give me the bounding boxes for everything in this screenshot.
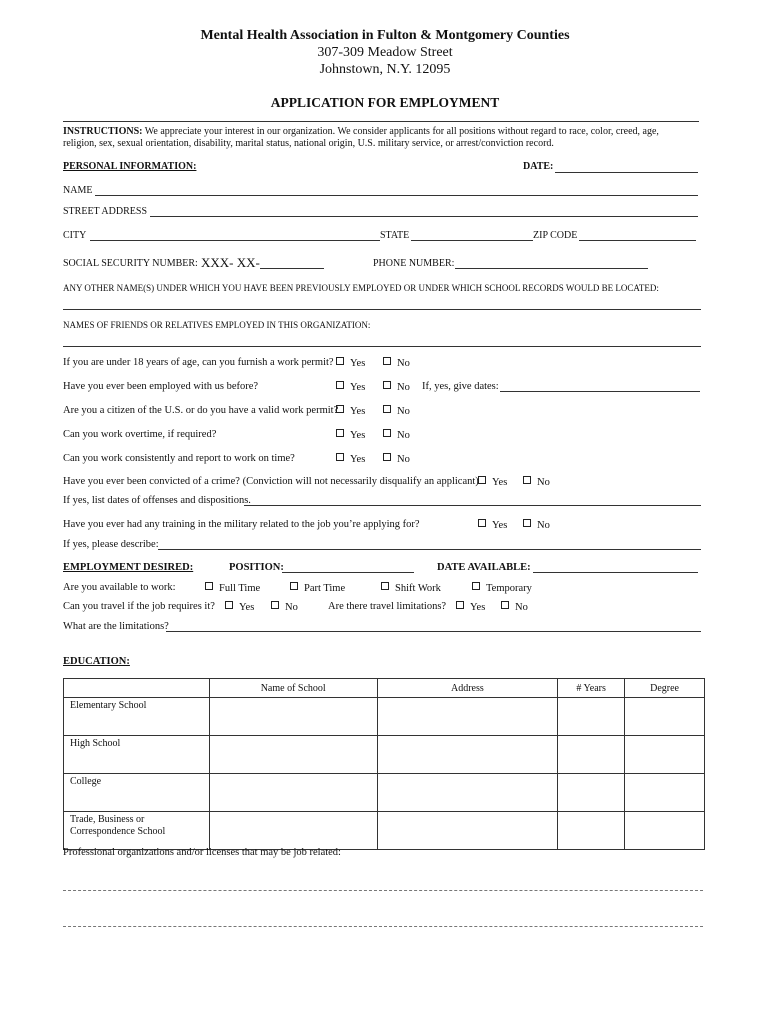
travel-yes[interactable]: Yes bbox=[225, 601, 254, 613]
checkbox-icon bbox=[383, 429, 391, 437]
travel-limits-yes[interactable]: Yes bbox=[456, 601, 485, 613]
checkbox-icon bbox=[336, 357, 344, 365]
zip-label: ZIP CODE bbox=[533, 230, 578, 241]
travel-label: Can you travel if the job requires it? bbox=[63, 601, 215, 612]
employment-heading: EMPLOYMENT DESIRED: bbox=[63, 562, 194, 573]
checkbox-icon bbox=[383, 357, 391, 365]
overtime-no[interactable]: No bbox=[383, 429, 410, 441]
question-citizen: Are you a citizen of the U.S. or do you have a valid work permit? bbox=[63, 405, 339, 416]
citizen-no[interactable]: No bbox=[383, 405, 410, 417]
citizen-yes[interactable]: Yes bbox=[336, 405, 365, 417]
checkbox-icon bbox=[523, 519, 531, 527]
checkbox-icon bbox=[336, 453, 344, 461]
personal-heading: PERSONAL INFORMATION: bbox=[63, 161, 197, 172]
limitations-field[interactable] bbox=[166, 631, 701, 632]
state-field[interactable] bbox=[411, 240, 533, 241]
friends-field[interactable] bbox=[63, 346, 701, 347]
table-cell[interactable] bbox=[625, 812, 705, 850]
table-cell[interactable] bbox=[558, 698, 625, 736]
temporary-option[interactable]: Temporary bbox=[472, 582, 532, 594]
professional-field-1[interactable] bbox=[63, 890, 703, 891]
education-heading: EDUCATION: bbox=[63, 656, 130, 667]
ssn-mask: XXX- XX- bbox=[201, 255, 260, 270]
question-consistent: Can you work consistently and report to work on time? bbox=[63, 453, 295, 464]
table-cell[interactable] bbox=[625, 774, 705, 812]
military-no[interactable]: No bbox=[523, 519, 550, 531]
table-cell[interactable] bbox=[209, 736, 377, 774]
crime-followup-label: If yes, list dates of offenses and dispositions. bbox=[63, 495, 251, 506]
checkbox-icon bbox=[383, 381, 391, 389]
table-cell[interactable] bbox=[209, 774, 377, 812]
checkbox-icon bbox=[478, 519, 486, 527]
zip-field[interactable] bbox=[579, 240, 696, 241]
table-cell[interactable] bbox=[209, 698, 377, 736]
column-header-years: # Years bbox=[558, 679, 625, 698]
crime-followup-field[interactable] bbox=[244, 505, 701, 506]
ssn-label: SOCIAL SECURITY NUMBER: bbox=[63, 258, 198, 269]
checkbox-icon bbox=[336, 381, 344, 389]
checkbox-icon bbox=[225, 601, 233, 609]
date-label: DATE: bbox=[523, 161, 554, 172]
column-header-degree: Degree bbox=[625, 679, 705, 698]
employed-before-yes[interactable]: Yes bbox=[336, 381, 365, 393]
professional-field-2[interactable] bbox=[63, 926, 703, 927]
military-followup-label: If yes, please describe: bbox=[63, 539, 159, 550]
table-cell[interactable] bbox=[558, 774, 625, 812]
checkbox-icon bbox=[205, 582, 213, 590]
street-label: STREET ADDRESS bbox=[63, 206, 147, 217]
table-cell[interactable] bbox=[558, 736, 625, 774]
checkbox-icon bbox=[336, 429, 344, 437]
date-available-label: DATE AVAILABLE: bbox=[437, 562, 531, 573]
table-row bbox=[64, 736, 705, 774]
table-cell[interactable] bbox=[377, 774, 558, 812]
column-header-address: Address bbox=[377, 679, 558, 698]
row-label-trade bbox=[64, 812, 210, 850]
instructions-text-1: We appreciate your interest in our organization. We consider applicants for all positions without regard to race, color, creed, age, bbox=[144, 126, 659, 137]
military-followup-field[interactable] bbox=[158, 549, 701, 550]
phone-label: PHONE NUMBER: bbox=[373, 258, 455, 269]
other-names-field[interactable] bbox=[63, 309, 701, 310]
state-label: STATE bbox=[380, 230, 410, 241]
employed-before-no[interactable]: No bbox=[383, 381, 410, 393]
travel-no[interactable]: No bbox=[271, 601, 298, 613]
table-cell[interactable] bbox=[558, 812, 625, 850]
question-military: Have you ever had any training in the military related to the job you’re applying for? bbox=[63, 519, 420, 530]
table-row bbox=[64, 774, 705, 812]
employed-dates-label: If, yes, give dates: bbox=[422, 381, 499, 392]
ssn-field[interactable] bbox=[260, 268, 324, 269]
available-label: Are you available to work: bbox=[63, 582, 176, 593]
crime-no[interactable]: No bbox=[523, 476, 550, 488]
checkbox-icon bbox=[336, 405, 344, 413]
street-field[interactable] bbox=[150, 216, 698, 217]
checkbox-icon bbox=[472, 582, 480, 590]
checkbox-icon bbox=[383, 405, 391, 413]
consistent-no[interactable]: No bbox=[383, 453, 410, 465]
military-yes[interactable]: Yes bbox=[478, 519, 507, 531]
position-label: POSITION: bbox=[229, 562, 284, 573]
row-label-college: College bbox=[64, 774, 210, 812]
limitations-label: What are the limitations? bbox=[63, 621, 169, 632]
header-divider bbox=[63, 121, 699, 122]
table-cell[interactable] bbox=[625, 698, 705, 736]
friends-label: NAMES OF FRIENDS OR RELATIVES EMPLOYED IN THIS ORGANIZATION: bbox=[63, 320, 371, 330]
table-cell[interactable] bbox=[625, 736, 705, 774]
question-crime: Have you ever been convicted of a crime? (Conviction will not necessarily disqualify an applicant) bbox=[63, 476, 479, 487]
instructions-line-1 bbox=[63, 126, 659, 137]
table-cell[interactable] bbox=[377, 812, 558, 850]
phone-field[interactable] bbox=[455, 268, 648, 269]
date-field[interactable] bbox=[555, 172, 698, 173]
question-work-permit: If you are under 18 years of age, can you furnish a work permit? bbox=[63, 357, 334, 368]
travel-limits-label: Are there travel limitations? bbox=[328, 601, 447, 612]
table-header-row bbox=[64, 679, 705, 698]
overtime-yes[interactable]: Yes bbox=[336, 429, 365, 441]
row-label-trade-line-2: Correspondence School bbox=[70, 826, 166, 837]
city-field[interactable] bbox=[90, 240, 380, 241]
checkbox-icon bbox=[290, 582, 298, 590]
org-city: Johnstown, N.Y. 12095 bbox=[319, 62, 451, 77]
org-street: 307-309 Meadow Street bbox=[317, 45, 453, 60]
row-label-trade-line-1: Trade, Business or bbox=[70, 814, 145, 825]
checkbox-icon bbox=[271, 601, 279, 609]
checkbox-icon bbox=[383, 453, 391, 461]
crime-yes[interactable]: Yes bbox=[478, 476, 507, 488]
column-header bbox=[64, 679, 210, 698]
instructions-line-2: religion, sex, sexual orientation, disability, marital status, national origin, U.S. military service, or arrest/conviction record. bbox=[63, 138, 554, 149]
education-table bbox=[63, 678, 705, 850]
date-available-field[interactable] bbox=[533, 572, 698, 573]
consistent-yes[interactable]: Yes bbox=[336, 453, 365, 465]
table-cell[interactable] bbox=[209, 812, 377, 850]
row-label-elementary: Elementary School bbox=[64, 698, 210, 736]
work-permit-no[interactable]: No bbox=[383, 357, 410, 369]
employed-dates-field[interactable] bbox=[500, 391, 700, 392]
checkbox-icon bbox=[501, 601, 509, 609]
table-row bbox=[64, 698, 705, 736]
org-name: Mental Health Association in Fulton & Montgomery Counties bbox=[200, 28, 570, 43]
name-field[interactable] bbox=[95, 195, 698, 196]
other-names-label: ANY OTHER NAME(S) UNDER WHICH YOU HAVE BEEN PREVIOUSLY EMPLOYED OR UNDER WHICH SCHOOL RECORDS WOULD BE LOCATED: bbox=[63, 283, 659, 293]
checkbox-icon bbox=[381, 582, 389, 590]
table-cell[interactable] bbox=[377, 736, 558, 774]
row-label-high-school: High School bbox=[64, 736, 210, 774]
instructions-label: INSTRUCTIONS: bbox=[63, 126, 143, 137]
form-title: APPLICATION FOR EMPLOYMENT bbox=[270, 95, 500, 110]
travel-limits-no[interactable]: No bbox=[501, 601, 528, 613]
shift-work-option[interactable]: Shift Work bbox=[381, 582, 441, 594]
table-cell[interactable] bbox=[377, 698, 558, 736]
professional-label: Professional organizations and/or licenses that may be job related: bbox=[63, 847, 341, 858]
checkbox-icon bbox=[523, 476, 531, 484]
city-label: CITY bbox=[63, 230, 87, 241]
position-field[interactable] bbox=[282, 572, 414, 573]
part-time-option[interactable]: Part Time bbox=[290, 582, 345, 594]
checkbox-icon bbox=[456, 601, 464, 609]
full-time-option[interactable]: Full Time bbox=[205, 582, 260, 594]
column-header-name: Name of School bbox=[209, 679, 377, 698]
question-employed-before: Have you ever been employed with us before? bbox=[63, 381, 259, 392]
question-overtime: Can you work overtime, if required? bbox=[63, 429, 217, 440]
name-label: NAME bbox=[63, 185, 93, 196]
work-permit-yes[interactable]: Yes bbox=[336, 357, 365, 369]
checkbox-icon bbox=[478, 476, 486, 484]
table-row bbox=[64, 812, 705, 850]
